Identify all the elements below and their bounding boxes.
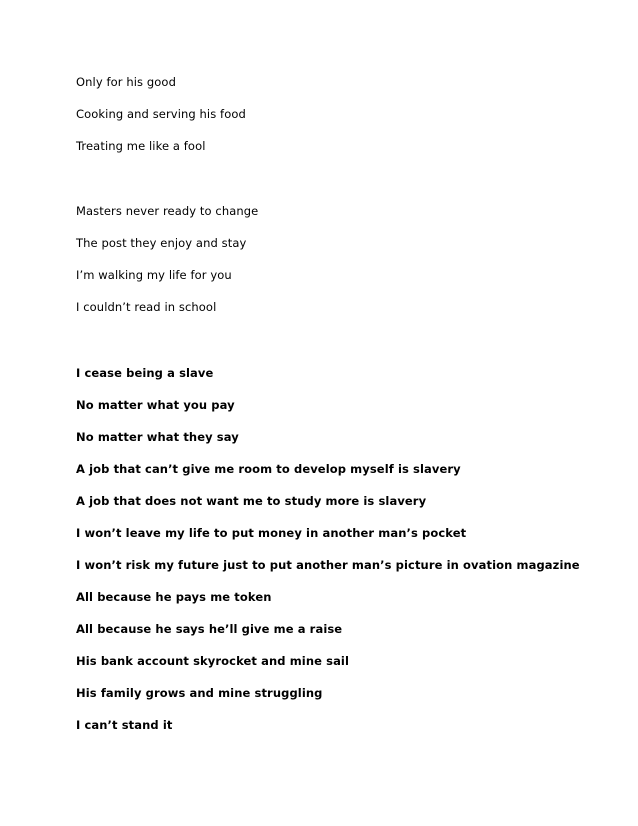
- poem-line: His bank account skyrocket and mine sail: [76, 654, 350, 668]
- poem-line: A job that does not want me to study more is slavery: [76, 494, 427, 508]
- stanza-1: [76, 74, 246, 170]
- poem-line: All because he says he’ll give me a raise: [76, 622, 343, 636]
- poem-line: I’m walking my life for you: [76, 268, 232, 282]
- poem-line: I couldn’t read in school: [76, 300, 217, 314]
- poem-line: The post they enjoy and stay: [76, 236, 247, 250]
- poem-line: No matter what you pay: [76, 398, 235, 412]
- poem-line: Cooking and serving his food: [76, 107, 246, 121]
- poem-line: I can’t stand it: [76, 718, 173, 732]
- poem-line: All because he pays me token: [76, 590, 272, 604]
- poem-line: I cease being a slave: [76, 366, 214, 380]
- poem-line: No matter what they say: [76, 430, 239, 444]
- poem-line: A job that can’t give me room to develop myself is slavery: [76, 462, 461, 476]
- poem-line: Only for his good: [76, 75, 176, 89]
- poem-line: Masters never ready to change: [76, 204, 259, 218]
- stanza-3: [76, 365, 580, 749]
- poem-line: Treating me like a fool: [76, 139, 206, 153]
- poem-line: I won’t leave my life to put money in another man’s pocket: [76, 526, 467, 540]
- poem-line: His family grows and mine struggling: [76, 686, 323, 700]
- poem-line: I won’t risk my future just to put another man’s picture in ovation magazine: [76, 558, 580, 572]
- stanza-2: [76, 203, 258, 331]
